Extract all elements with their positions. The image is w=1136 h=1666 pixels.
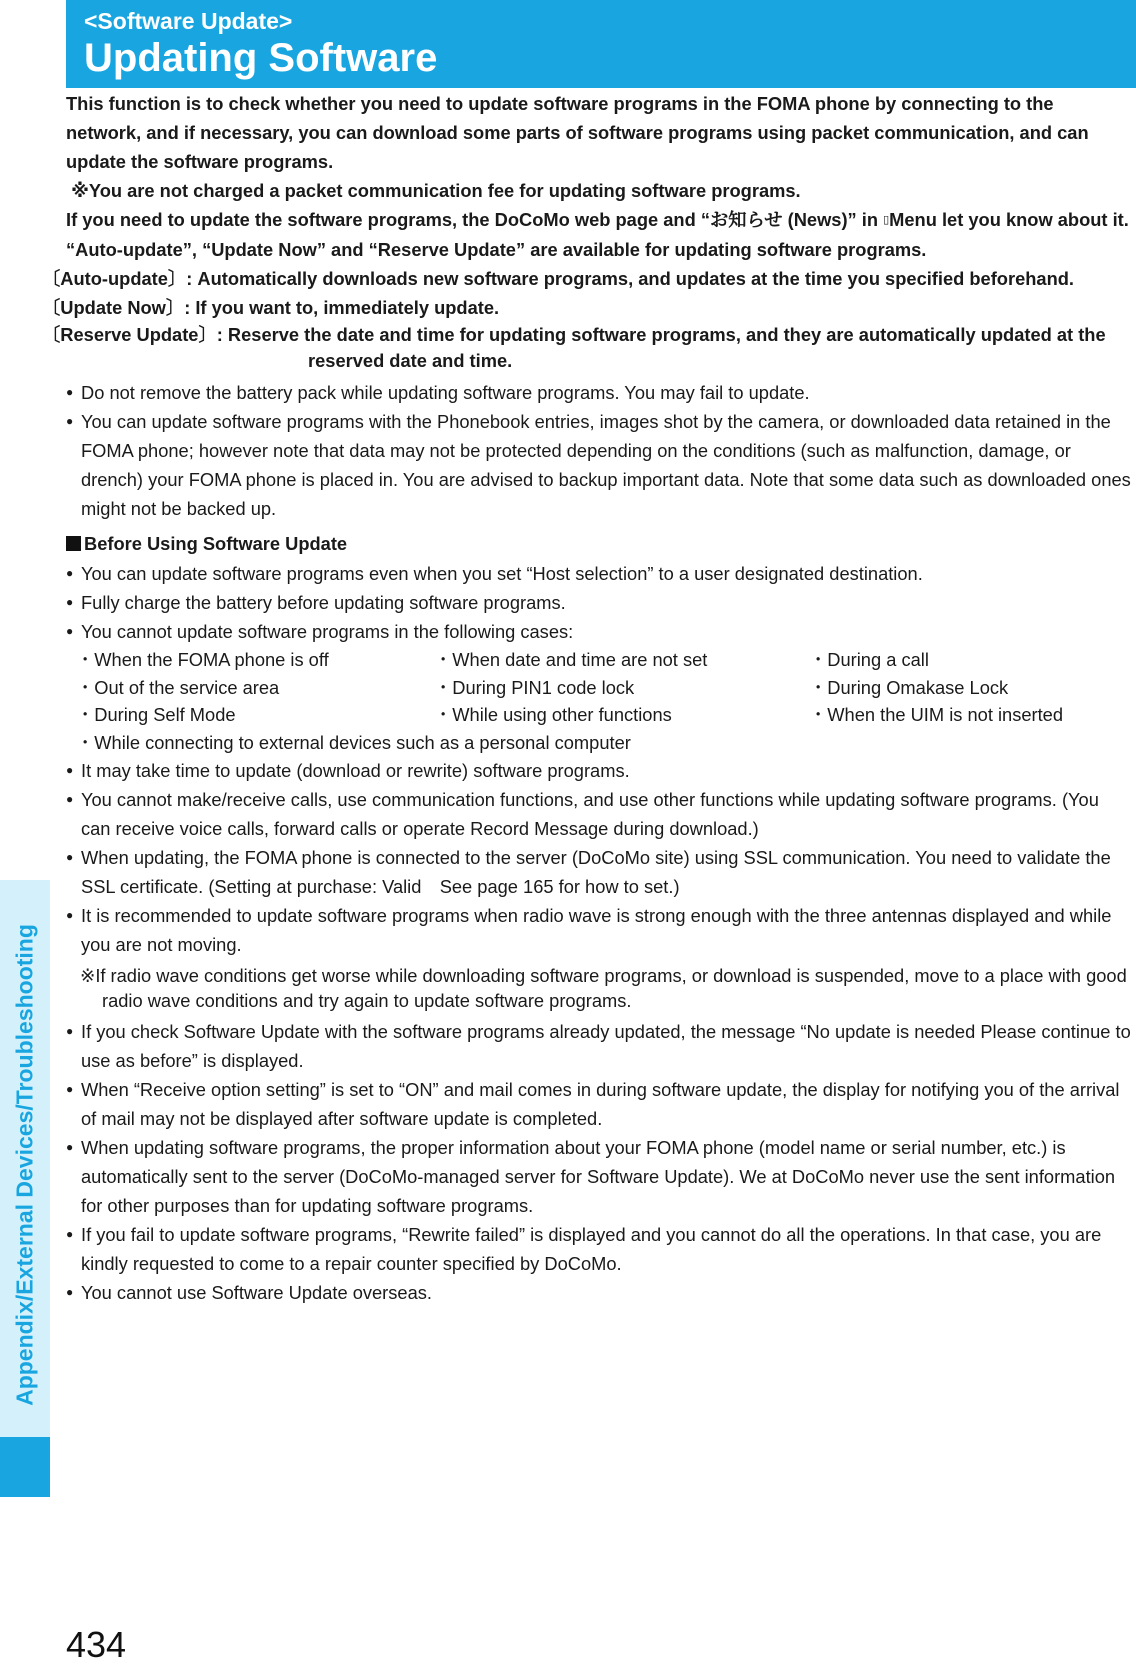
intro-note-text: You are not charged a packet communication fee for updating software programs. — [88, 180, 801, 201]
before-update-list — [66, 559, 1132, 646]
intro-options-paragraph: “Auto-update”, “Update Now” and “Reserve Update” are available for updating software programs. — [66, 239, 927, 260]
cases-grid — [76, 646, 1132, 756]
case-item: ・During Omakase Lock — [809, 676, 1009, 698]
main-content — [42, 89, 1132, 1307]
list-item: ● Fully charge the battery before updating software programs. — [66, 588, 1132, 617]
update-modes-list — [42, 264, 1132, 374]
intro — [66, 89, 1132, 264]
intro-paragraph: This function is to check whether you need to update software programs in the FOMA phone by connecting to the network, and if necessary, you can download some parts of software programs using packet communication, and can update the software programs. — [66, 93, 1089, 172]
case-item: ・During PIN1 code lock — [434, 676, 635, 698]
list-item: ● You can update software programs even when you set “Host selection” to a user designated destination. — [66, 559, 1132, 588]
intro-news-text-after: Menu let you know about it. — [889, 209, 1129, 230]
page-number: 434 — [66, 1624, 127, 1665]
case-item: ・Out of the service area — [76, 676, 280, 698]
case-item: ・During a call — [809, 649, 929, 670]
mode-reserve-update: 〔Reserve Update〕: Reserve the date and time for updating software programs, and they are automatically updated at the reserved date and time. — [42, 324, 1106, 371]
case-item: ・While connecting to external devices such as a personal computer — [76, 731, 631, 753]
list-item: ● When updating, the FOMA phone is connected to the server (DoCoMo site) using SSL communication. You need to validate the SSL certificate. (Setting at purchase: Valid See page 165 for how to set.) — [66, 843, 1132, 901]
side-tab-label: Appendix/External Devices/Troubleshooting — [11, 924, 38, 1406]
case-item: ・When date and time are not set — [434, 649, 708, 670]
list-item: ● If you check Software Update with the software programs already updated, the message “No update is needed Please continue to use as before” is displayed. — [66, 1017, 1132, 1075]
note-mark: ※ — [71, 180, 89, 201]
intro-news-paragraph — [66, 205, 1132, 235]
list-item: ● If you fail to update software programs, “Rewrite failed” is displayed and you cannot do all the operations. In that case, you are kindly requested to come to a repair counter specified by DoCoMo. — [66, 1220, 1132, 1278]
list-item: ● You cannot make/receive calls, use communication functions, and use other functions while updating software programs. (You can receive voice calls, forward calls or operate Record Message during download.) — [66, 785, 1132, 843]
mode-auto-update: 〔Auto-update〕: Automatically downloads new software programs, and updates at the time you specified beforehand. — [42, 268, 1075, 289]
case-item: ・During Self Mode — [76, 704, 236, 725]
intro-note — [66, 176, 1132, 205]
mode-update-now: 〔Update Now〕: If you want to, immediately update. — [42, 297, 500, 318]
page-header — [66, 0, 1136, 88]
list-item: ● It is recommended to update software programs when radio wave is strong enough with the three antennas displayed and while you are not moving. — [66, 901, 1132, 959]
case-item: ・When the FOMA phone is off — [76, 649, 329, 670]
intro-news-text: If you need to update the software programs, the DoCoMo web page and “お知らせ (News)” in — [66, 209, 884, 230]
list-item: ● It may take time to update (download or rewrite) software programs. — [66, 756, 1132, 785]
page-title: Updating Software — [84, 36, 438, 80]
final-notes-list — [66, 1017, 1132, 1307]
section-heading-text: Before Using Software Update — [84, 533, 348, 554]
header-subtitle: <Software Update> — [84, 8, 293, 34]
list-item: ● You cannot use Software Update overseas. — [66, 1278, 1132, 1307]
menu-key-icon: ▯ — [883, 214, 890, 226]
list-item: ● You cannot update software programs in the following cases: — [66, 617, 1132, 646]
list-item: ● When updating software programs, the proper information about your FOMA phone (model name or serial number, etc.) is automatically sent to the server (DoCoMo-managed server for Software Update). We at DoCoMo never use the sent information for other purposes than for updating software programs. — [66, 1133, 1132, 1220]
case-item: ・When the UIM is not inserted — [809, 704, 1064, 725]
cautions-list — [66, 378, 1132, 523]
list-item: ● When “Receive option setting” is set to “ON” and mail comes in during software update, the display for notifying you of the arrival of mail may not be displayed after software update is completed. — [66, 1075, 1132, 1133]
more-notes-list — [66, 756, 1132, 959]
square-bullet-icon — [66, 536, 81, 551]
case-item: ・While using other functions — [434, 704, 672, 725]
list-item: ● You can update software programs with the Phonebook entries, images shot by the camera, or downloaded data retained in the FOMA phone; however note that data may not be protected depending on the conditions (such as malfunction, damage, or drench) your FOMA phone is placed in. You are advised to backup important data. Note that some data such as downloaded ones might not be backed up. — [66, 407, 1132, 523]
list-item: ● Do not remove the battery pack while updating software programs. You may fail to update. — [66, 378, 1132, 407]
section-heading — [66, 529, 1132, 559]
radio-wave-note: ※If radio wave conditions get worse while downloading software programs, or download is suspended, move to a place with good radio wave conditions and try again to update software programs. — [80, 965, 1127, 1011]
